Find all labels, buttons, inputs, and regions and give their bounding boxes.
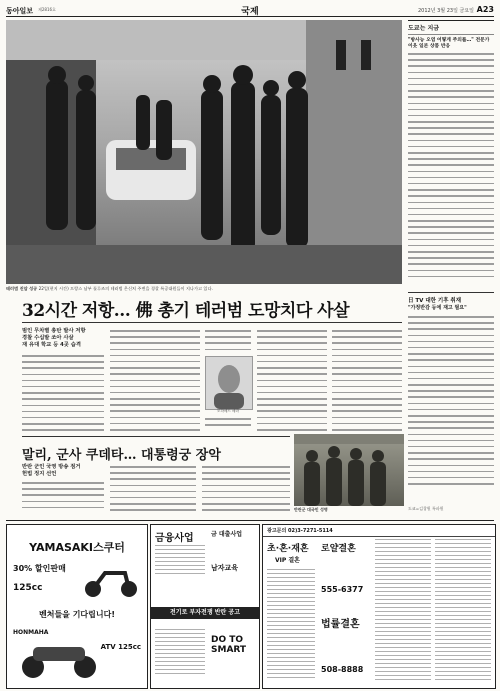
portrait-caption: 모하메드 메라 bbox=[217, 409, 239, 413]
subhead-line: 반란 군인 국영 방송 점거 bbox=[22, 464, 81, 470]
article-column bbox=[22, 482, 104, 513]
page-number: A23 bbox=[476, 5, 494, 14]
smart-ad-text: DO TO SMART bbox=[211, 635, 247, 655]
caption-lead: 반란군 대국민 성명 bbox=[294, 507, 328, 512]
sidebar-byline: 도쿄=김창원 특파원 bbox=[408, 506, 444, 511]
motorbike-ad-title: YAMASAKI스쿠터 bbox=[29, 541, 125, 554]
suspect-portrait bbox=[205, 356, 253, 410]
motorbike-ad-cc: 125cc bbox=[13, 583, 43, 593]
article-column bbox=[332, 330, 402, 435]
finance-ad-title: 금융사업 bbox=[155, 533, 194, 544]
motorbike-ad bbox=[6, 524, 148, 689]
motorbike-ad-slogan: 벤처들을 기다립니다! bbox=[39, 610, 115, 619]
wedding-ad-vip: VIP 결혼 bbox=[275, 557, 300, 564]
sidebar-column bbox=[408, 53, 494, 277]
gold-ad-title: 금 대출사업 bbox=[211, 531, 243, 538]
subhead-line: 경찰 수십발 쏘아 사살 bbox=[22, 335, 74, 342]
sidebar-divider bbox=[408, 292, 494, 293]
main-photo-caption bbox=[6, 286, 402, 292]
motorbike-ad-brand: HONMAHA bbox=[13, 629, 49, 636]
article-column bbox=[205, 330, 251, 355]
royal-wedding-title: 로얄결혼 bbox=[321, 544, 356, 554]
article-column bbox=[257, 330, 327, 435]
scooter-illustration bbox=[81, 559, 141, 599]
section-title: 국제 bbox=[241, 7, 259, 17]
motorbike-ad-price: 30% 할인판매 bbox=[13, 564, 66, 573]
caption-text: 22일(현지 시간) 프랑스 남부 툴루즈의 테러범 은신처 주변을 경찰 특공대원들이 지나가고 있다. bbox=[38, 286, 213, 291]
main-photo bbox=[6, 20, 402, 284]
finance-ad-text bbox=[155, 545, 205, 577]
classified-ads bbox=[262, 524, 496, 689]
classified-text bbox=[375, 539, 431, 683]
edu-ad-title: 남자교육 bbox=[211, 564, 239, 572]
classified-header: 광고문의 02)3-7271-5114 bbox=[263, 525, 495, 537]
masthead bbox=[6, 4, 494, 17]
finance-ad-banner: 전기로 부자전쟁 반란 공고 bbox=[151, 607, 259, 619]
article-column bbox=[202, 466, 290, 516]
issue-number: 제2816호 bbox=[38, 7, 56, 12]
law-ad-title: 법률결혼 bbox=[321, 619, 360, 630]
article-column bbox=[22, 355, 104, 435]
wedding-ad-phone: 555-6377 bbox=[321, 585, 364, 594]
sidebar-label: 도쿄는 지금 bbox=[408, 20, 494, 35]
subhead-line: 범인 무차별 총탄 발사 저항 bbox=[22, 328, 86, 334]
article-column bbox=[205, 418, 251, 430]
subhead-line: 헌법 정지 선언 bbox=[22, 471, 57, 478]
wedding-ad-title: 초·혼·재혼 bbox=[267, 544, 309, 554]
sidebar-title: "방사능 오염 어떻게 주의를…" 전문가 이웃 일본 상품 반응 bbox=[408, 38, 490, 49]
atv-illustration bbox=[15, 637, 105, 679]
second-headline: 말리, 군사 쿠데타… 대통령궁 장악 bbox=[22, 448, 221, 463]
paper-logo: 동아일보 bbox=[6, 7, 34, 15]
motorbike-ad-atv: ATV 125cc bbox=[100, 643, 141, 651]
caption-lead: 테러범 진압 성공 bbox=[6, 286, 38, 291]
mali-photo bbox=[294, 434, 404, 506]
law-ad-phone: 508-8888 bbox=[321, 665, 364, 674]
main-subhead bbox=[22, 328, 104, 350]
section-divider bbox=[22, 436, 290, 437]
sidebar-column bbox=[408, 316, 494, 489]
classified-text bbox=[155, 629, 205, 677]
article-column bbox=[110, 330, 200, 435]
advertisement-area bbox=[6, 520, 494, 688]
mali-photo-caption bbox=[294, 507, 406, 512]
subhead-line: 재 유대 학교 등 4곳 습격 bbox=[22, 342, 81, 349]
sidebar-second-sub: "가정반감 등에 재고 필요" bbox=[408, 305, 467, 311]
finance-ad bbox=[150, 524, 260, 689]
headline-divider bbox=[22, 322, 402, 323]
classified-text bbox=[435, 539, 491, 683]
sidebar-second-heading: 日 TV 대한 기후 취재 bbox=[408, 298, 462, 304]
classified-text bbox=[267, 569, 315, 681]
issue-date: 2012년 3월 23일 금요일 bbox=[417, 8, 474, 14]
main-headline: 32시간 저항… 佛 총기 테러범 도망치다 사살 bbox=[22, 301, 349, 321]
second-subhead bbox=[22, 464, 104, 478]
article-column bbox=[110, 466, 196, 516]
